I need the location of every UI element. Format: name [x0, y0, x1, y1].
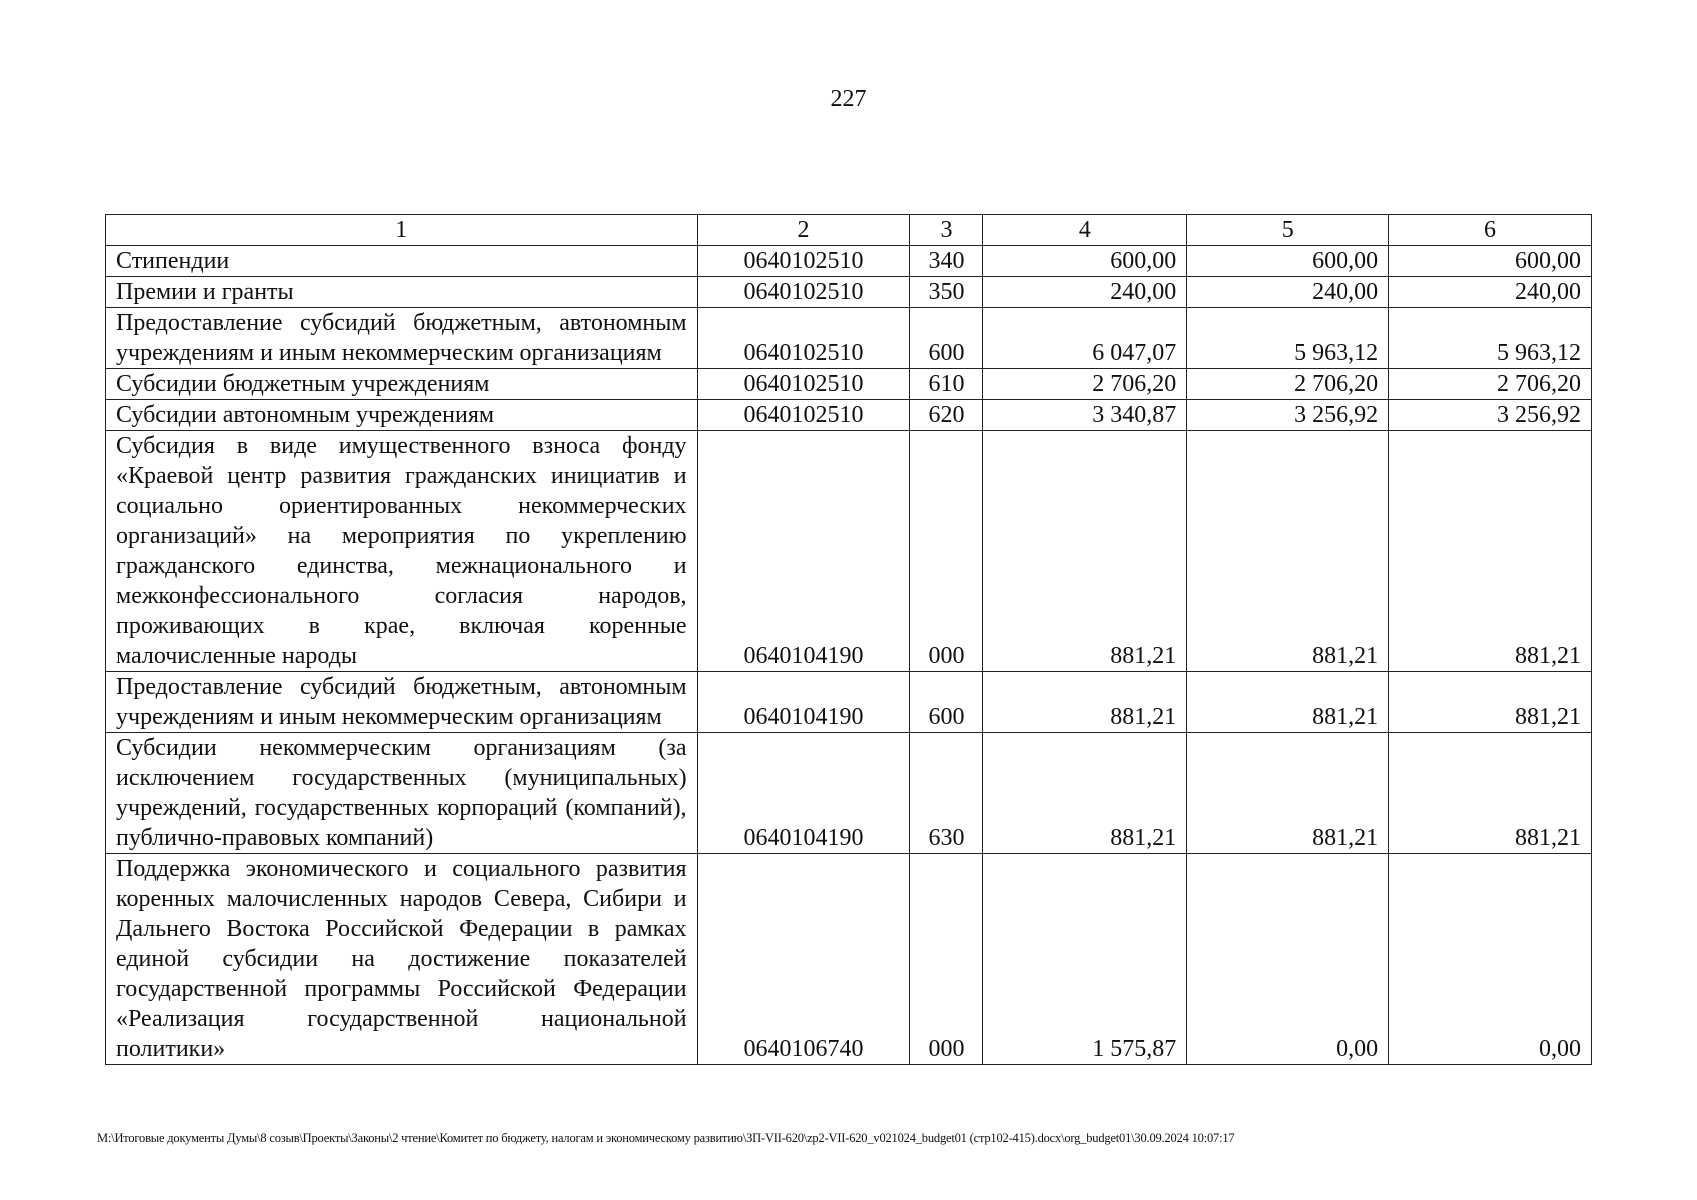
row-type: 610: [910, 369, 983, 400]
row-name: Предоставление субсидий бюджетным, автономным учреждениям и иным некоммерческим организациям: [106, 308, 698, 369]
row-value-5: 2 706,20: [1187, 369, 1389, 400]
row-type: 000: [910, 854, 983, 1065]
row-code: 0640104190: [697, 672, 910, 733]
row-type: 600: [910, 672, 983, 733]
row-value-4: 881,21: [983, 672, 1187, 733]
row-value-5: 3 256,92: [1187, 400, 1389, 431]
table-row: [106, 308, 1592, 369]
row-type: 620: [910, 400, 983, 431]
row-name: Субсидии автономным учреждениям: [106, 400, 698, 431]
table-row: [106, 277, 1592, 308]
header-cell: 4: [983, 215, 1187, 246]
row-name: Поддержка экономического и социального развития коренных малочисленных народов Севера, Сибири и Дальнего Востока Российской Федерации в рамках единой субсидии на достижение показателей государственной программы Российской Федерации «Реализация государственной национальной политики»: [106, 854, 698, 1065]
header-cell: 3: [910, 215, 983, 246]
row-name: Предоставление субсидий бюджетным, автономным учреждениям и иным некоммерческим организациям: [106, 672, 698, 733]
row-value-6: 881,21: [1389, 733, 1592, 854]
row-type: 000: [910, 431, 983, 672]
row-value-4: 881,21: [983, 431, 1187, 672]
table-row: [106, 733, 1592, 854]
row-value-4: 881,21: [983, 733, 1187, 854]
row-value-4: 3 340,87: [983, 400, 1187, 431]
row-value-4: 6 047,07: [983, 308, 1187, 369]
header-cell: 5: [1187, 215, 1389, 246]
row-name: Субсидия в виде имущественного взноса фонду «Краевой центр развития гражданских инициатив и социально ориентированных некоммерческих организаций» на мероприятия по укреплению гражданского единства, межнационального и межконфессионального согласия народов, проживающих в крае, включая коренные малочисленные народы: [106, 431, 698, 672]
row-value-6: 2 706,20: [1389, 369, 1592, 400]
row-type: 350: [910, 277, 983, 308]
row-name: Премии и гранты: [106, 277, 698, 308]
row-value-6: 600,00: [1389, 246, 1592, 277]
row-code: 0640104190: [697, 431, 910, 672]
row-code: 0640102510: [697, 246, 910, 277]
row-value-6: 5 963,12: [1389, 308, 1592, 369]
row-value-6: 0,00: [1389, 854, 1592, 1065]
row-value-5: 881,21: [1187, 733, 1389, 854]
row-value-6: 881,21: [1389, 431, 1592, 672]
table-row: [106, 431, 1592, 672]
table-row: [106, 672, 1592, 733]
row-type: 630: [910, 733, 983, 854]
table-row: [106, 246, 1592, 277]
budget-table: [105, 214, 1592, 1065]
table-row: [106, 400, 1592, 431]
header-cell: 2: [697, 215, 910, 246]
header-cell: 6: [1389, 215, 1592, 246]
row-value-4: 1 575,87: [983, 854, 1187, 1065]
row-code: 0640102510: [697, 308, 910, 369]
row-value-5: 600,00: [1187, 246, 1389, 277]
row-value-5: 881,21: [1187, 431, 1389, 672]
row-value-5: 0,00: [1187, 854, 1389, 1065]
row-code: 0640106740: [697, 854, 910, 1065]
row-value-5: 240,00: [1187, 277, 1389, 308]
row-value-4: 2 706,20: [983, 369, 1187, 400]
row-value-6: 240,00: [1389, 277, 1592, 308]
row-code: 0640104190: [697, 733, 910, 854]
table-row: [106, 369, 1592, 400]
row-value-4: 600,00: [983, 246, 1187, 277]
row-type: 340: [910, 246, 983, 277]
row-name: Стипендии: [106, 246, 698, 277]
row-name: Субсидии бюджетным учреждениям: [106, 369, 698, 400]
row-value-6: 3 256,92: [1389, 400, 1592, 431]
row-value-5: 881,21: [1187, 672, 1389, 733]
header-cell: 1: [106, 215, 698, 246]
header-row: [106, 215, 1592, 246]
page-number: 227: [830, 86, 867, 112]
row-name: Субсидии некоммерческим организациям (за исключением государственных (муниципальных) учреждений, государственных корпораций (компаний), публично-правовых компаний): [106, 733, 698, 854]
file-path-footer: M:\Итоговые документы Думы\8 созыв\Проекты\Законы\2 чтение\Комитет по бюджету, налогам и экономическому развитию\ЗП-VII-620\zp2-VII-620_v021024_budget01 (стр102-415).docx\org_budget01\30.09.2024 10:07:17: [97, 1131, 1235, 1145]
row-value-5: 5 963,12: [1187, 308, 1389, 369]
row-value-6: 881,21: [1389, 672, 1592, 733]
row-type: 600: [910, 308, 983, 369]
row-code: 0640102510: [697, 277, 910, 308]
row-value-4: 240,00: [983, 277, 1187, 308]
table-row: [106, 854, 1592, 1065]
row-code: 0640102510: [697, 369, 910, 400]
row-code: 0640102510: [697, 400, 910, 431]
